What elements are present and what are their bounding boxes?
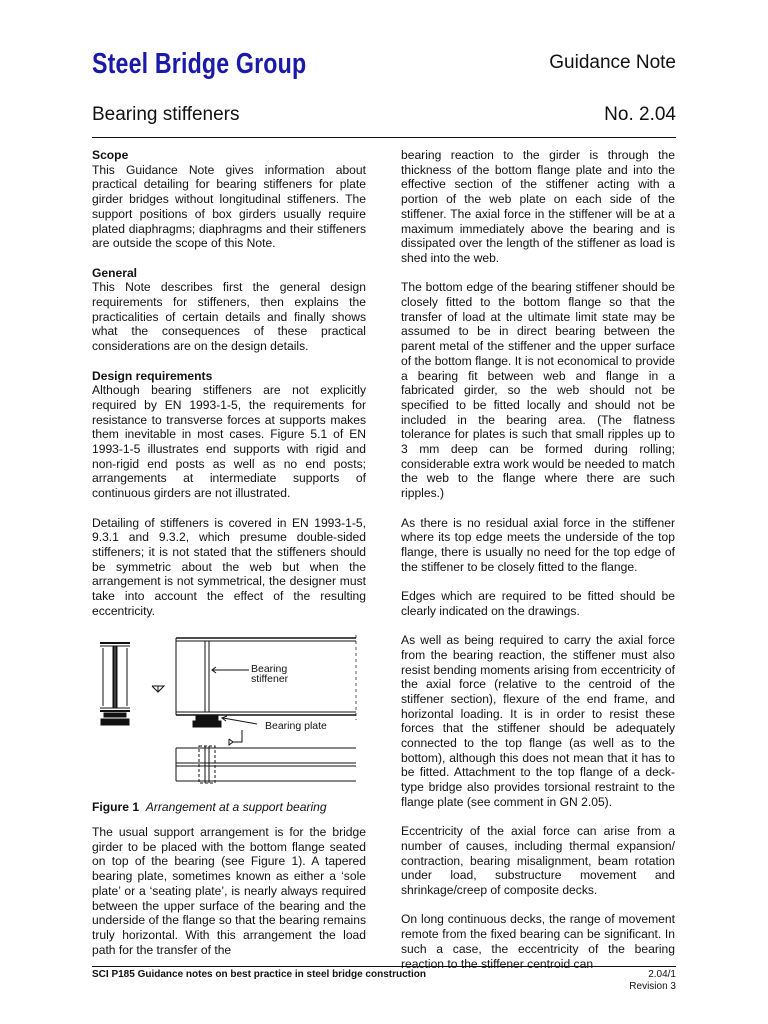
footer-page-number: 2.04/1 <box>648 969 676 980</box>
design-heading: Design requirements <box>92 368 213 383</box>
scope-paragraph: This Guidance Note gives information about practical detailing for bearing stiffeners for plate girder bridges without longitudinal stiffeners. The support positions of box girders usually require plated diaphragms; diaphragms and their stiffeners are outside the scope of this Note. <box>92 162 366 251</box>
right-paragraph-3: As there is no residual axial force in the stiffener where its top edge meets the underside of the top flange, there is usually no need for the top edge of the stiffener to be closely fitted to the flange. <box>401 515 675 574</box>
figure-label: Figure 1 <box>92 800 140 814</box>
left-column <box>92 148 366 633</box>
footer-series: SCI P185 Guidance notes on best practice in steel bridge construction <box>92 969 426 980</box>
footer-revision: Revision 3 <box>629 981 676 992</box>
design-paragraph-1: Although bearing stiffeners are not explicitly required by EN 1993-1-5, the requirements for resistance to transverse forces at supports makes them inevitable in most cases. Figure 5.1 of EN 1993-1-5 illustrates end supports with rigid and non-rigid end posts as well as no end posts; arrangements at intermediate supports of continuous girders are not illustrated. <box>92 383 366 501</box>
label-bearing-stiffener-1: Bearing <box>251 663 288 675</box>
design-paragraph-2: Detailing of stiffeners is covered in EN 1993-1-5, 9.3.1 and 9.3.2, which presume double-sided stiffeners; it is not stated that the stiffeners should be symmetric about the web but when the arrangement is not symmetrical, the designer must take into account the effect of the resulting eccentricity. <box>92 515 366 618</box>
header-rule <box>92 137 676 138</box>
document-subject: Bearing stiffeners <box>92 104 240 125</box>
right-paragraph-2: The bottom edge of the bearing stiffener should be closely fitted to the bottom flange so that the transfer of load at the ultimate limit state may be assumed to be in direct bearing between the parent metal of the stiffener and the upper surface of the bottom flange. It is not economical to provide a bearing fit between web and flange in a fabricated girder, so the web should not be specified to be fitted locally and should not be included in the bearing area. (The flatness tolerance for plates is such that small ripples up to 3 mm deep can be formed during rolling; considerable extra work would be needed to match the web to the flange where there are such ripples.) <box>401 280 675 501</box>
footer-rule <box>92 966 676 967</box>
right-paragraph-4: Edges which are required to be fitted should be clearly indicated on the drawings. <box>401 589 675 618</box>
scope-heading: Scope <box>92 148 129 162</box>
figure-caption-text: Arrangement at a support bearing <box>145 800 327 814</box>
label-bearing-plate: Bearing plate <box>265 720 327 732</box>
right-paragraph-6: Eccentricity of the axial force can arise from a number of causes, including thermal expansion/ contraction, bearing misalignment, beam rotation under load, substructure movement and shrinkage/creep of composite decks. <box>401 824 675 898</box>
right-paragraph-7: On long continuous decks, the range of movement remote from the fixed bearing can be significant. In such a case, the eccentricity of the bearing reaction to the stiffener centroid can <box>401 912 675 971</box>
right-paragraph-1: bearing reaction to the girder is through the thickness of the bottom flange plate and into the effective section of the stiffener acting with a portion of the web plate on each side of the stiffener. The axial force in the stiffener will be at a maximum immediately above the bearing and is dissipated over the length of the stiffener as load is shed into the web. <box>401 148 675 265</box>
figure-support-bearing <box>92 630 366 790</box>
support-paragraph: The usual support arrangement is for the bridge girder to be placed with the bottom flange seated on top of the bearing (see Figure 1). A tapered bearing plate, sometimes known as either a ‘sole plate’ or a ‘seating plate’, is nearly always required between the upper surface of the bearing and the underside of the flange so that the bearing remains truly horizontal. With this arrangement the load path for the transfer of the <box>92 825 366 957</box>
general-paragraph: This Note describes first the general design requirements for stiffeners, then explains the practicalities of certain details and finally shows what the consequences of these practical considerations are on the design details. <box>92 280 366 354</box>
right-paragraph-5: As well as being required to carry the axial force from the bearing reaction, the stiffener must also resist bending moments arising from eccentricity of the axial force (relative to the centroid of the stiffener section), flexure of the end frame, and horizontal loading. It is in order to resist these forces that the stiffener should be adequately connected to the top flange (as well as to the bottom), although this does not mean that it has to be fitted. Attachment to the top flange of a deck-type bridge also provides torsional restraint to the flange plate (see comment in GN 2.05). <box>401 633 675 809</box>
general-heading: General <box>92 265 138 280</box>
right-column <box>401 148 675 986</box>
label-bearing-stiffener-2: stiffener <box>251 673 289 685</box>
document-number: No. 2.04 <box>604 104 676 125</box>
left-column-lower <box>92 825 366 972</box>
brand-title: Steel Bridge Group <box>92 48 307 80</box>
document-type: Guidance Note <box>549 52 676 73</box>
figure-caption <box>92 800 327 814</box>
